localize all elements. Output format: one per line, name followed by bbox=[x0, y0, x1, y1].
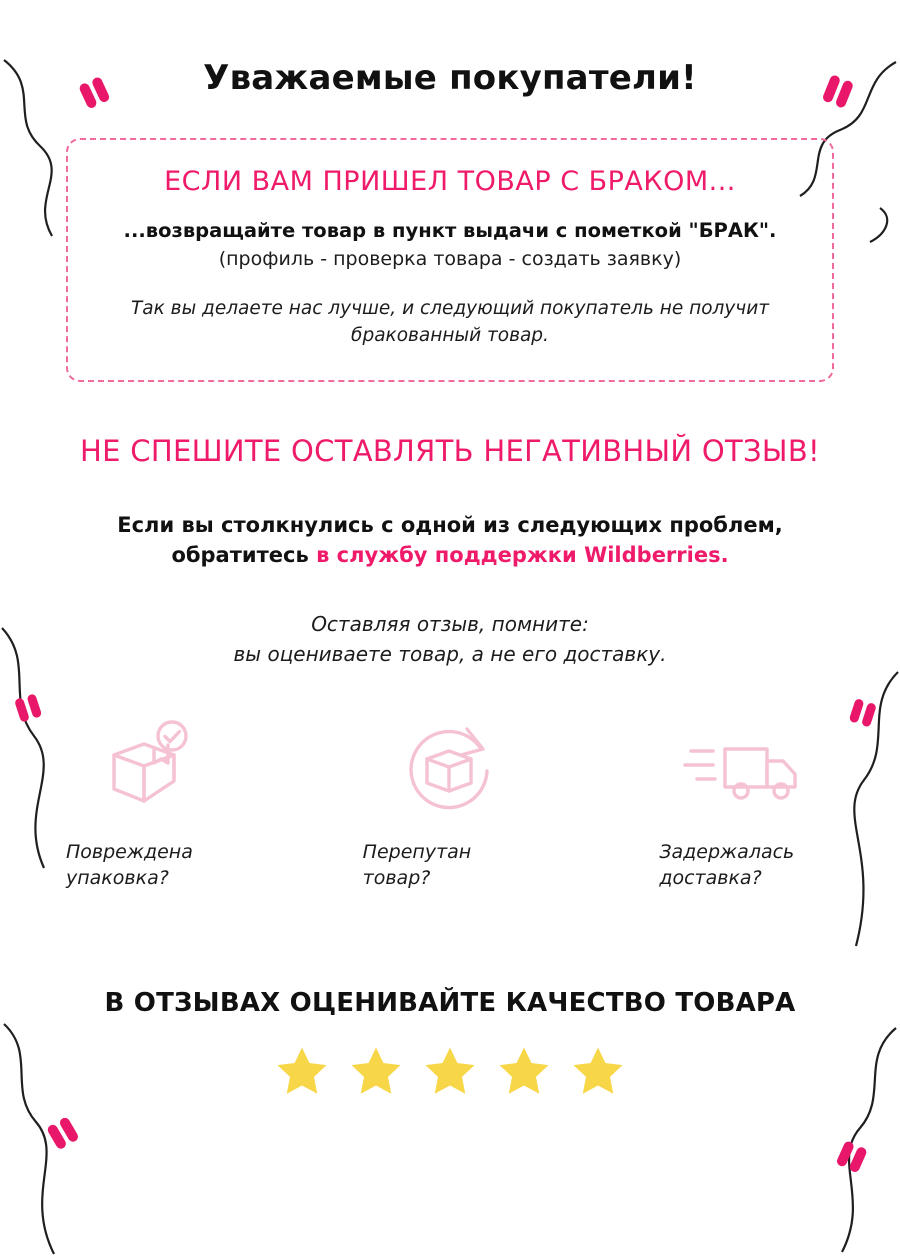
negative-review-heading: НЕ СПЕШИТЕ ОСТАВЛЯТЬ НЕГАТИВНЫЙ ОТЗЫВ! bbox=[80, 433, 820, 468]
star-icon-4[interactable] bbox=[493, 1042, 555, 1102]
star-icon-2[interactable] bbox=[345, 1042, 407, 1102]
problem-caption-late-delivery bbox=[653, 839, 840, 892]
problem-caption-damaged-package bbox=[60, 839, 247, 892]
star-icon-3[interactable] bbox=[419, 1042, 481, 1102]
problem-item-wrong-product bbox=[357, 717, 544, 892]
star-icon-5[interactable] bbox=[567, 1042, 629, 1102]
defect-heading: ЕСЛИ ВАМ ПРИШЕЛ ТОВАР С БРАКОМ... bbox=[164, 166, 736, 197]
footer-title: В ОТЗЫВАХ ОЦЕНИВАЙТЕ КАЧЕСТВО ТОВАРА bbox=[104, 987, 796, 1018]
remember-note bbox=[60, 609, 840, 669]
defect-instruction-box bbox=[66, 138, 834, 382]
wrong-item-exchange-icon bbox=[357, 717, 544, 817]
star-icon-1[interactable] bbox=[271, 1042, 333, 1102]
rating-stars[interactable] bbox=[60, 1042, 840, 1102]
caption-line-2: товар? bbox=[362, 867, 431, 890]
poster-page bbox=[0, 58, 900, 1258]
caption-line-1: Перепутан bbox=[362, 840, 472, 863]
problem-icons-row bbox=[60, 717, 840, 892]
problem-item-damaged-package bbox=[60, 717, 247, 892]
remember-line-2: вы оцениваете товар, а не его доставку. bbox=[233, 641, 667, 666]
defect-instruction-primary: ...возвращайте товар в пункт выдачи с пометкой "БРАК". bbox=[123, 219, 777, 242]
problem-item-late-delivery bbox=[653, 717, 840, 892]
support-link[interactable]: в службу поддержки Wildberries. bbox=[316, 543, 729, 568]
caption-line-1: Повреждена bbox=[66, 840, 193, 863]
caption-line-2: упаковка? bbox=[66, 867, 169, 890]
damaged-package-icon bbox=[60, 717, 247, 817]
delivery-truck-icon bbox=[653, 717, 840, 817]
defect-instruction-path: (профиль - проверка товара - создать заявку) bbox=[218, 248, 682, 270]
poster-content bbox=[0, 58, 900, 1102]
caption-line-1: Задержалась bbox=[659, 840, 795, 863]
problems-line-2-prefix: обратитесь bbox=[171, 543, 317, 568]
page-title: Уважаемые покупатели! bbox=[203, 58, 697, 98]
caption-line-2: доставка? bbox=[659, 867, 762, 890]
problem-caption-wrong-product bbox=[357, 839, 544, 892]
problems-line-1: Если вы столкнулись с одной из следующих проблем, bbox=[117, 512, 783, 537]
problems-text bbox=[60, 510, 840, 571]
defect-note: Так вы делаете нас лучше, и следующий покупатель не получит бракованный товар. bbox=[130, 298, 770, 346]
remember-line-1: Оставляя отзыв, помните: bbox=[311, 611, 589, 636]
